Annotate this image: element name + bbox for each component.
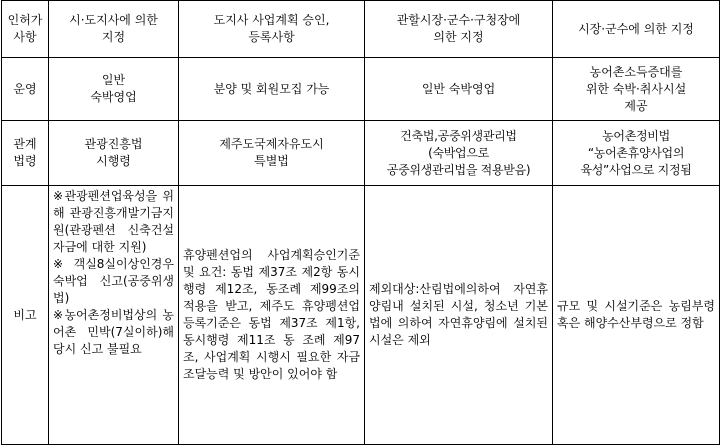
cell-line: 시행령 — [96, 154, 131, 168]
cell-paragraph: ※관광펜션업육성을 위해 관광진흥개발기금지원(관광펜션 신축건설자금에 대한 지원) — [53, 189, 174, 254]
cell-line: 관할시장·군수·구청장에 — [396, 13, 521, 27]
cell-line: 관광진흥법 — [84, 137, 143, 151]
cell-line: 시장·군수에 의한 지정 — [578, 21, 694, 36]
row-label-permit — [2, 1, 49, 58]
table-cell — [553, 1, 720, 58]
table-cell — [365, 1, 553, 58]
cell-paragraph: 휴양펜션업의 사업계획승인기준 및 요건: 동법 제37조 제2항 동시행령 제12조, 동조례 제99조의 적용을 받고, 제주도 휴양펭션업 등록기준은 동법 제37조 제1항, 동시행령 제11조 동 조례 제97조, 사업계획 시행시 필요한 자금 조달능력 및 방안이 있어야 함 — [183, 248, 360, 381]
table-cell — [49, 1, 179, 58]
table-cell — [365, 58, 553, 121]
cell-line: 분양 및 회원모집 가능 — [213, 81, 330, 96]
table-cell — [553, 58, 720, 121]
cell-paragraph: 제외대상:산림법에의하여 자연휴양림내 설치된 시설, 청소년 기본법에 의하여 자연휴양림에 설치된 시설은 제외 — [369, 282, 548, 347]
cell-line: 관계 — [13, 137, 37, 151]
cell-line: 일반 숙박영업 — [421, 81, 496, 96]
table-cell — [179, 121, 365, 186]
table-cell — [49, 186, 179, 445]
cell-line: “농어촌휴양사업의 — [587, 145, 685, 160]
table-cell — [179, 186, 365, 445]
table-row-laws — [2, 121, 720, 186]
cell-line: 인허가 — [7, 13, 43, 27]
cell-line: 제주도국제자유도시 — [219, 137, 324, 151]
table-cell — [179, 58, 365, 121]
table-cell — [49, 58, 179, 121]
cell-line: 제공 — [624, 98, 648, 113]
cell-line: 공중위생관리법을 적용받음) — [386, 162, 531, 177]
table-cell — [553, 186, 720, 445]
table-row-remarks — [2, 186, 720, 445]
cell-paragraph: 규모 및 시설기준은 농림부령 혹은 해양수산부령으로 정함 — [557, 299, 715, 330]
cell-line: 건축법,공중위생관리법 — [400, 128, 517, 143]
cell-line: 사항 — [13, 30, 37, 44]
cell-line: 의한 지정 — [433, 30, 484, 44]
cell-paragraph: ※객실8실이상인경우 숙박업 신고(공중위생법) — [53, 257, 174, 305]
cell-line: 비고 — [13, 307, 37, 322]
cell-line: 일반 — [101, 73, 126, 87]
cell-line: 숙박영업 — [90, 90, 137, 104]
table-row-operation — [2, 58, 720, 121]
cell-line: 법령 — [13, 154, 37, 168]
comparison-table — [1, 0, 720, 445]
cell-line: 특별법 — [254, 154, 289, 168]
cell-line: (숙박업으로 — [428, 145, 489, 160]
cell-line: 시·도지사에 의한 — [69, 13, 158, 27]
table-cell — [179, 1, 365, 58]
row-label-remarks — [2, 186, 49, 445]
cell-line: 육성”사업으로 지정됨 — [580, 162, 692, 177]
cell-line: 농어촌소득증대를 — [589, 64, 683, 79]
cell-line: 지정 — [101, 30, 126, 44]
cell-line: 농어촌정비법 — [602, 128, 670, 143]
row-label-operation — [2, 58, 49, 121]
table-cell — [553, 121, 720, 186]
table-cell — [365, 121, 553, 186]
cell-line: 운영 — [13, 81, 37, 96]
cell-line: 도지사 사업계획 승인, — [213, 13, 330, 27]
cell-line: 위한 숙박·취사시설 — [585, 81, 687, 96]
cell-paragraph: ※농어촌정비법상의 농어촌 민박(7실이하)해당시 신고 불필요 — [53, 308, 174, 356]
table-row-permit — [2, 1, 720, 58]
table-cell — [365, 186, 553, 445]
row-label-laws — [2, 121, 49, 186]
cell-line: 등록사항 — [248, 30, 295, 44]
table-cell — [49, 121, 179, 186]
